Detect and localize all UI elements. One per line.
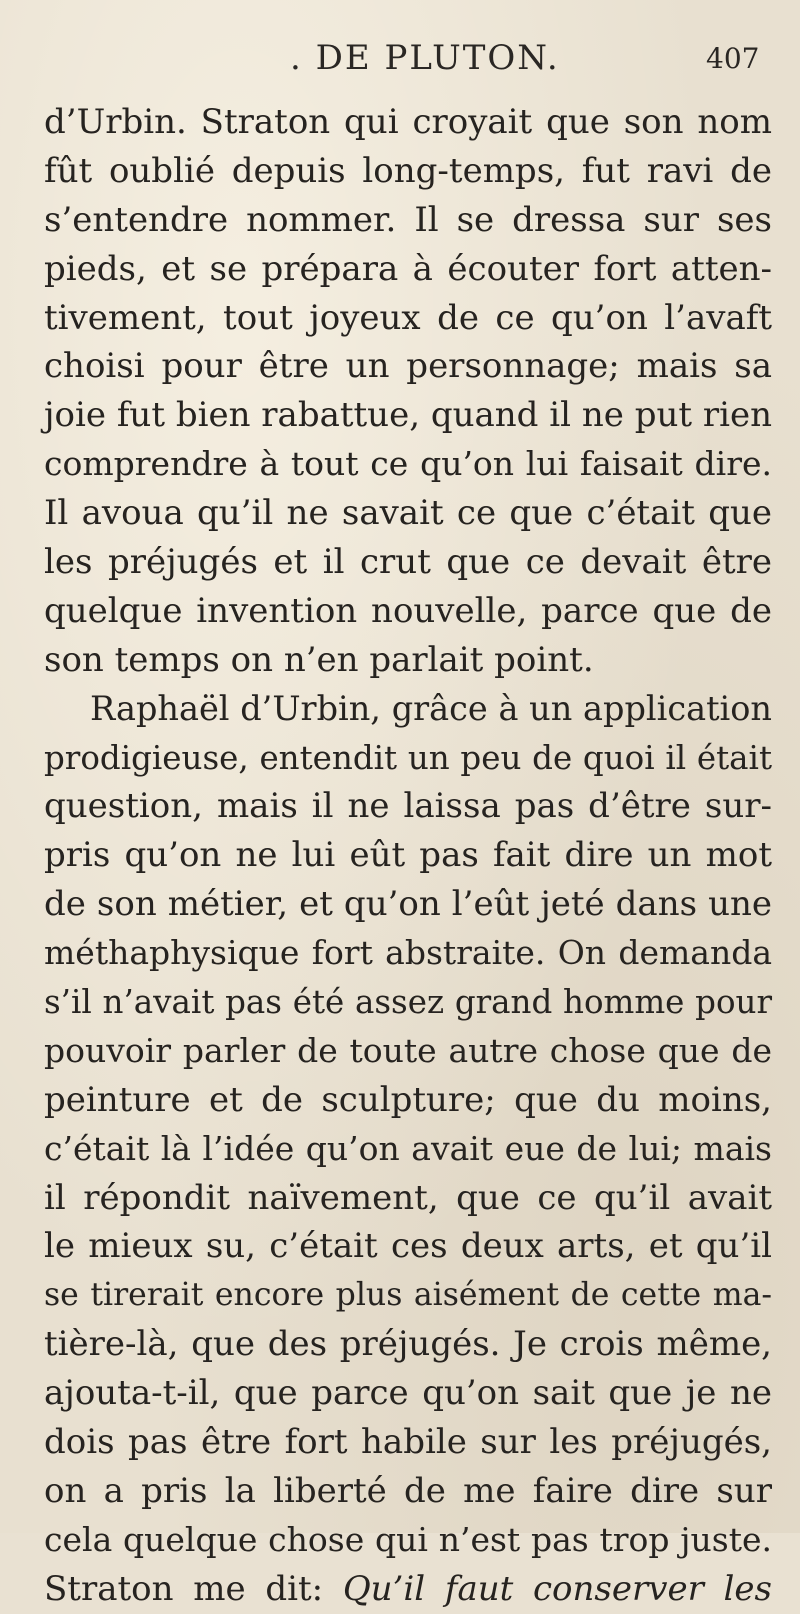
text-line: d’Urbin. Straton qui croyait que son nom — [44, 102, 772, 142]
running-head: . DE PLUTON. — [290, 38, 560, 78]
last-line-start: Straton me dit: — [44, 1568, 343, 1609]
text-line: cela quelque chose qui n’est pas trop juste. — [44, 1519, 772, 1559]
text-line: s’entendre nommer. Il se dressa sur ses — [44, 199, 772, 240]
page-number: 407 — [706, 42, 760, 75]
text-line: choisi pour être un personnage; mais sa — [44, 346, 772, 387]
text-line: le mieux su, c’était ces deux arts, et qu’il — [44, 1226, 772, 1267]
text-line: dois pas être fort habile sur les préjugés, — [44, 1422, 772, 1463]
text-line: on a pris la liberté de me faire dire sur — [44, 1470, 772, 1511]
text-line: pouvoir parler de toute autre chose que de — [44, 1030, 772, 1070]
text-line: pris qu’on ne lui eût pas fait dire un mot — [44, 835, 772, 876]
paragraph-end-line: son temps on n’en parlait point. — [44, 639, 594, 680]
text-line: joie fut bien rabattue, quand il ne put rien — [44, 395, 772, 436]
text-line: fût oublié depuis long-temps, fut ravi de — [44, 150, 772, 191]
body-text — [44, 98, 772, 1614]
text-line: de son métier, et qu’on l’eût jeté dans une — [44, 884, 772, 925]
text-line: peinture et de sculpture; que du moins, — [44, 1079, 772, 1120]
text-line: ajouta-t-il, que parce qu’on sait que je ne — [44, 1373, 772, 1414]
last-line-italic: Qu’il faut conserver les — [342, 1568, 772, 1609]
text-line: c’était là l’idée qu’on avait eue de lui; mais — [44, 1128, 772, 1168]
page-header — [0, 38, 800, 94]
text-line: tière-là, que des préjugés. Je crois même, — [44, 1324, 772, 1365]
text-line: pieds, et se prépara à écouter fort atten- — [44, 248, 772, 289]
text-line: question, mais il ne laissa pas d’être sur- — [44, 786, 772, 827]
text-line: Il avoua qu’il ne savait ce que c’était que — [44, 493, 772, 534]
text-line: il répondit naïvement, que ce qu’il avait — [44, 1177, 772, 1218]
text-line: quelque invention nouvelle, parce que de — [44, 590, 772, 631]
text-line: s’il n’avait pas été assez grand homme pour — [44, 983, 772, 1022]
text-line: comprendre à tout ce qu’on lui faisait dire. — [44, 444, 772, 484]
text-line: se tirerait encore plus aisément de cette ma- — [44, 1277, 772, 1314]
text-line: méthaphysique fort abstraite. On demanda — [44, 933, 772, 973]
text-line: les préjugés et il crut que ce devait être — [44, 542, 772, 583]
text-line: prodigieuse, entendit un peu de quoi il était — [44, 738, 772, 777]
last-text-line — [44, 1565, 772, 1614]
text-line: tivement, tout joyeux de ce qu’on l’avaft — [44, 297, 772, 338]
paragraph-start-line: Raphaël d’Urbin, grâce à un application — [90, 688, 772, 728]
